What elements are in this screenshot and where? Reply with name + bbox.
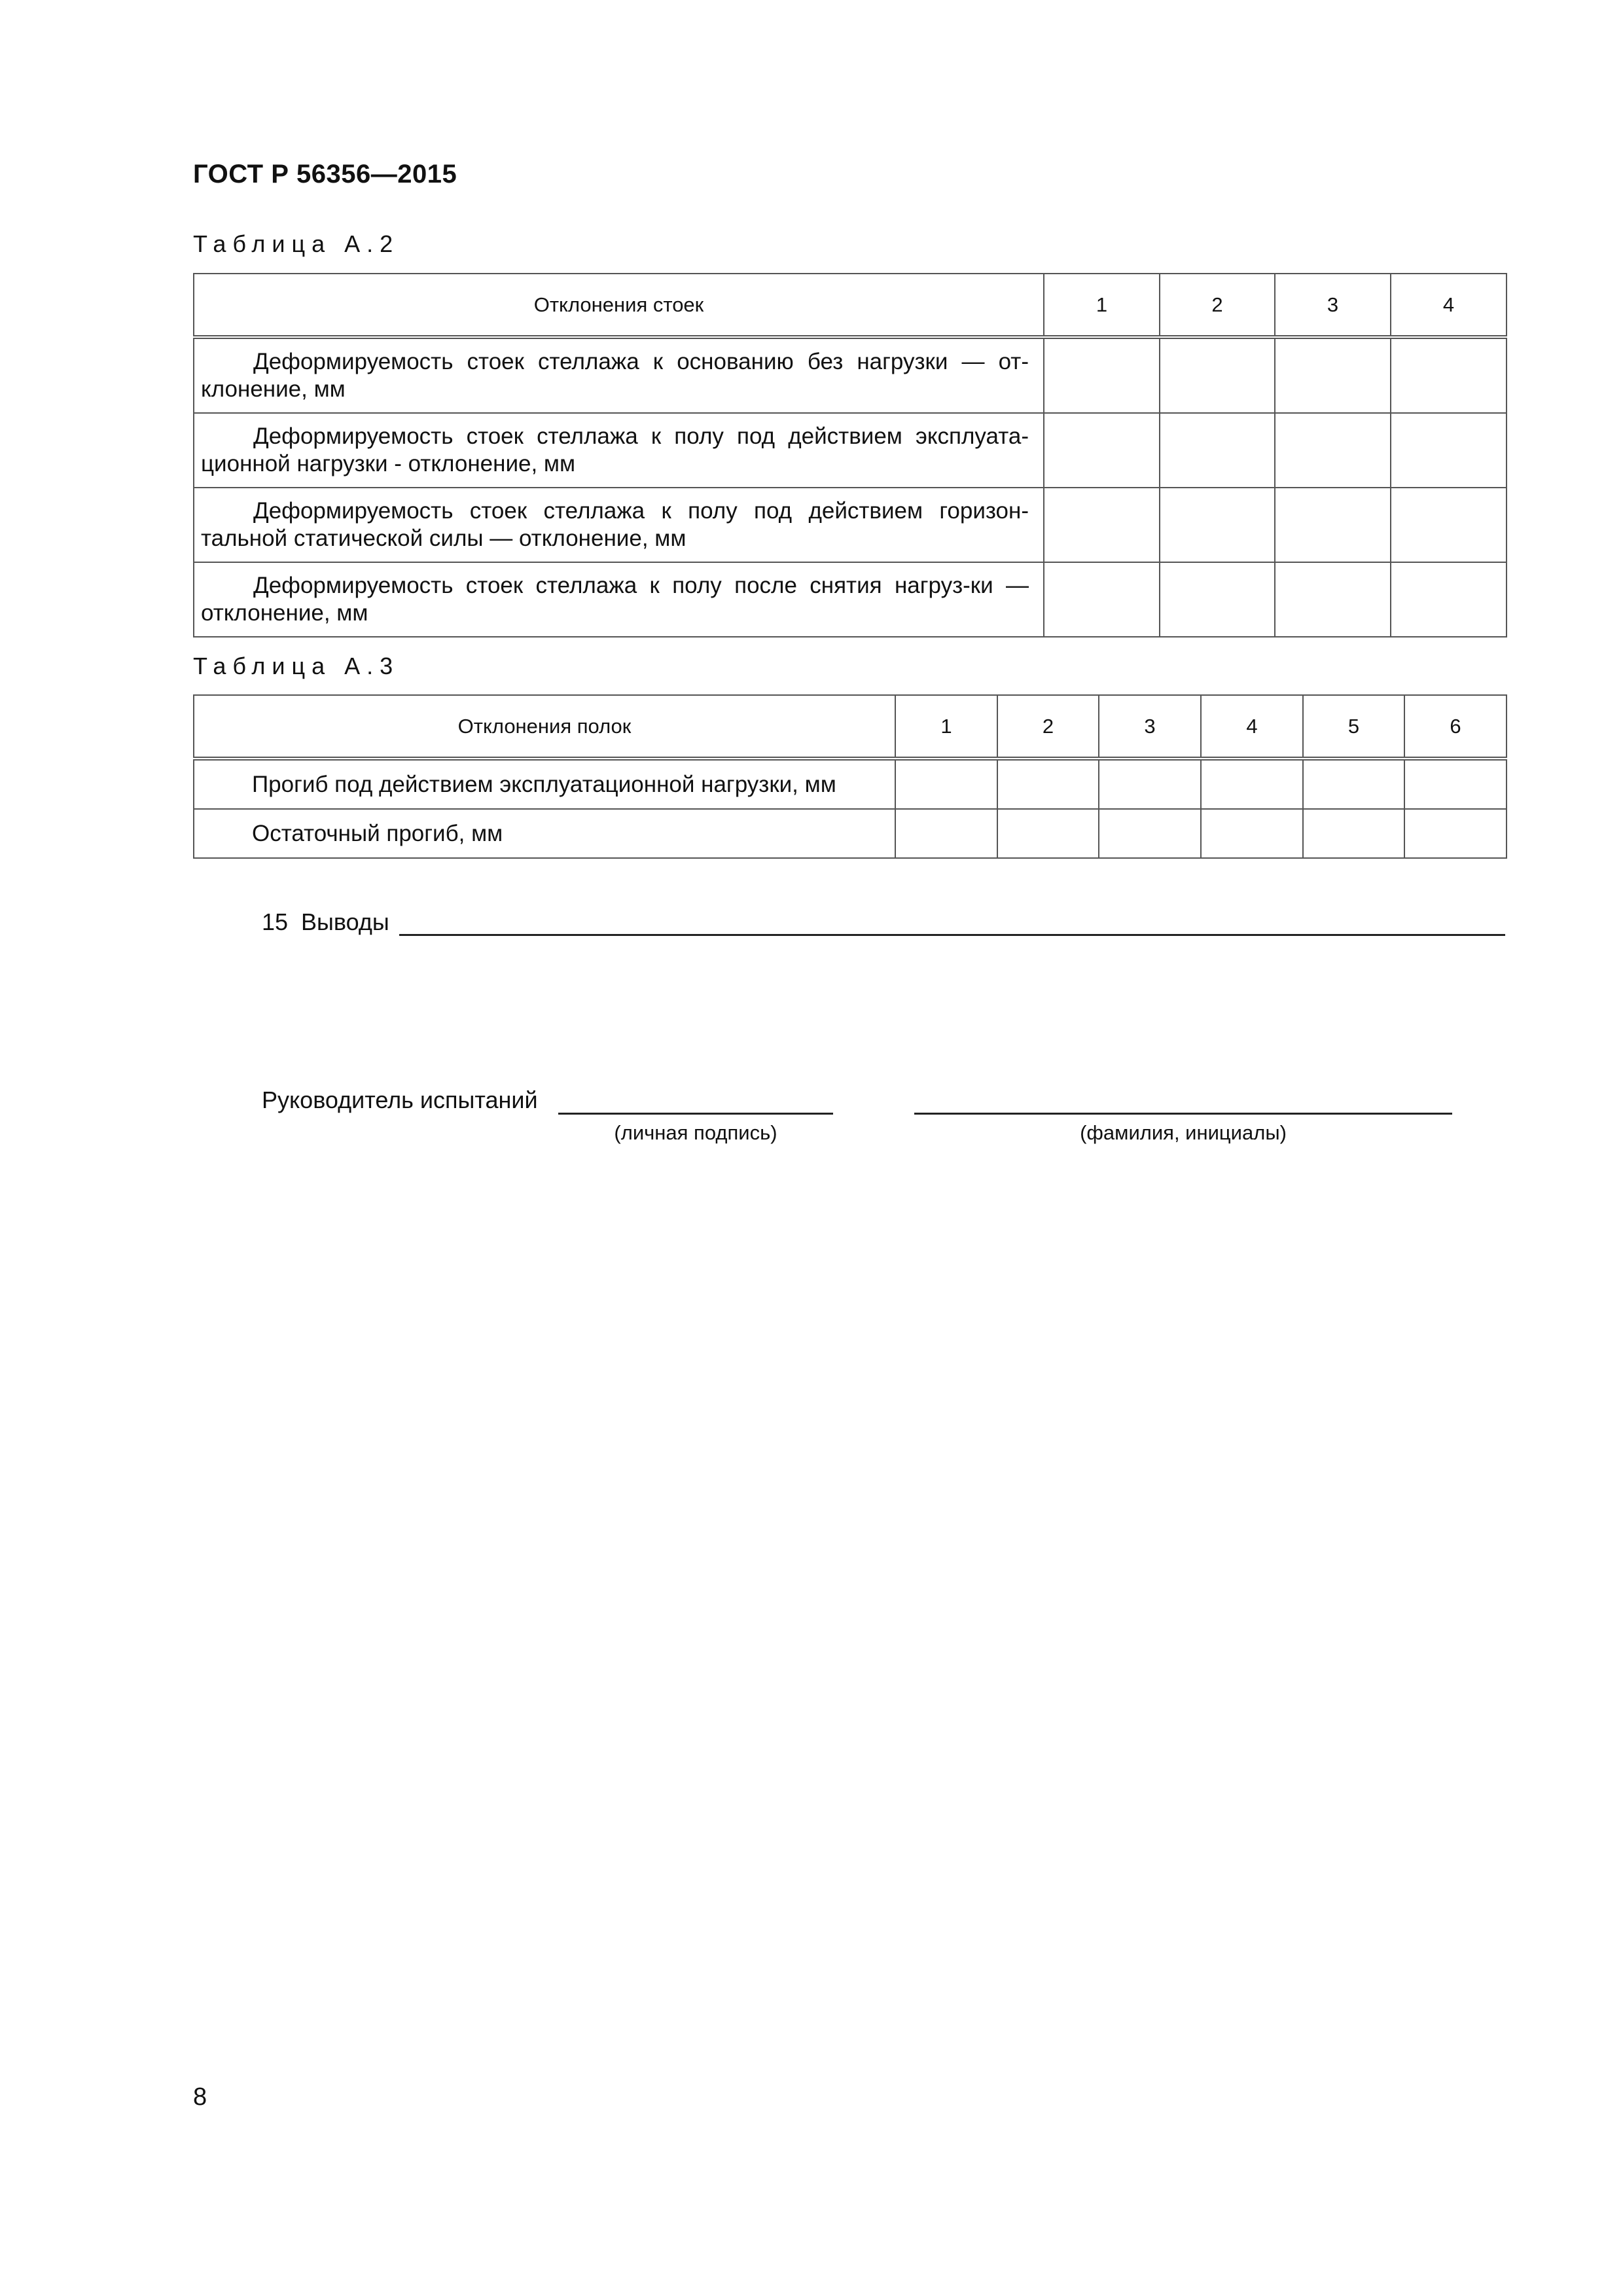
row-label: Остаточный прогиб, мм xyxy=(194,809,895,858)
value-cell[interactable] xyxy=(1099,759,1201,809)
document-code: ГОСТ Р 56356—2015 xyxy=(193,160,457,188)
value-cell[interactable] xyxy=(1275,337,1391,413)
value-cell[interactable] xyxy=(997,809,1099,858)
table-a3-caption: Таблица А.3 xyxy=(193,653,400,679)
column-header: 3 xyxy=(1099,695,1201,759)
table-row xyxy=(194,413,1507,488)
signature-caption: (личная подпись) xyxy=(614,1121,777,1144)
value-cell[interactable] xyxy=(1099,809,1201,858)
column-header: 1 xyxy=(1044,274,1160,337)
name-fill-line[interactable] xyxy=(914,1113,1452,1115)
value-cell[interactable] xyxy=(1391,337,1507,413)
value-cell[interactable] xyxy=(1275,488,1391,562)
table-row xyxy=(194,562,1507,637)
table-a2 xyxy=(193,273,1507,637)
value-cell[interactable] xyxy=(1160,562,1275,637)
value-cell[interactable] xyxy=(1391,488,1507,562)
conclusions-fill-line[interactable] xyxy=(399,934,1505,936)
column-header: 3 xyxy=(1275,274,1391,337)
value-cell[interactable] xyxy=(1044,413,1160,488)
value-cell[interactable] xyxy=(1303,809,1404,858)
value-cell[interactable] xyxy=(1303,759,1404,809)
value-cell[interactable] xyxy=(1044,562,1160,637)
value-cell[interactable] xyxy=(1044,488,1160,562)
name-caption: (фамилия, инициалы) xyxy=(1080,1121,1287,1144)
value-cell[interactable] xyxy=(1201,809,1303,858)
row-label: Деформируемость стоек стеллажа к полу под действием горизон-тальной статической силы — отклонение, мм xyxy=(194,488,1044,562)
column-header: 2 xyxy=(1160,274,1275,337)
value-cell[interactable] xyxy=(997,759,1099,809)
column-header: 5 xyxy=(1303,695,1404,759)
column-header: 1 xyxy=(895,695,997,759)
value-cell[interactable] xyxy=(1275,562,1391,637)
column-header: 4 xyxy=(1201,695,1303,759)
table-row xyxy=(194,809,1507,858)
table-a2-caption: Таблица А.2 xyxy=(193,230,400,257)
table-header-row xyxy=(194,695,1507,759)
column-header: 6 xyxy=(1404,695,1507,759)
row-label: Деформируемость стоек стеллажа к полу после снятия нагруз-ки — отклонение, мм xyxy=(194,562,1044,637)
row-label: Прогиб под действием эксплуатационной нагрузки, мм xyxy=(194,759,895,809)
value-cell[interactable] xyxy=(1044,337,1160,413)
value-cell[interactable] xyxy=(1160,413,1275,488)
column-header: 4 xyxy=(1391,274,1507,337)
value-cell[interactable] xyxy=(1391,413,1507,488)
table-row xyxy=(194,759,1507,809)
page-number: 8 xyxy=(193,2083,207,2111)
value-cell[interactable] xyxy=(1404,809,1507,858)
conclusions-label: 15 Выводы xyxy=(262,908,389,935)
table-row xyxy=(194,337,1507,413)
value-cell[interactable] xyxy=(1160,337,1275,413)
table-header-row xyxy=(194,274,1507,337)
table-a3 xyxy=(193,694,1507,859)
column-header-label: Отклонения полок xyxy=(194,695,895,759)
value-cell[interactable] xyxy=(1404,759,1507,809)
value-cell[interactable] xyxy=(1275,413,1391,488)
value-cell[interactable] xyxy=(1391,562,1507,637)
column-header-label: Отклонения стоек xyxy=(194,274,1044,337)
row-label: Деформируемость стоек стеллажа к основанию без нагрузки — от-клонение, мм xyxy=(194,337,1044,413)
row-label: Деформируемость стоек стеллажа к полу под действием эксплуата-ционной нагрузки - отклонение, мм xyxy=(194,413,1044,488)
signature-fill-line[interactable] xyxy=(558,1113,833,1115)
table-row xyxy=(194,488,1507,562)
value-cell[interactable] xyxy=(1201,759,1303,809)
value-cell[interactable] xyxy=(895,809,997,858)
value-cell[interactable] xyxy=(895,759,997,809)
test-head-label: Руководитель испытаний xyxy=(262,1086,538,1113)
value-cell[interactable] xyxy=(1160,488,1275,562)
column-header: 2 xyxy=(997,695,1099,759)
